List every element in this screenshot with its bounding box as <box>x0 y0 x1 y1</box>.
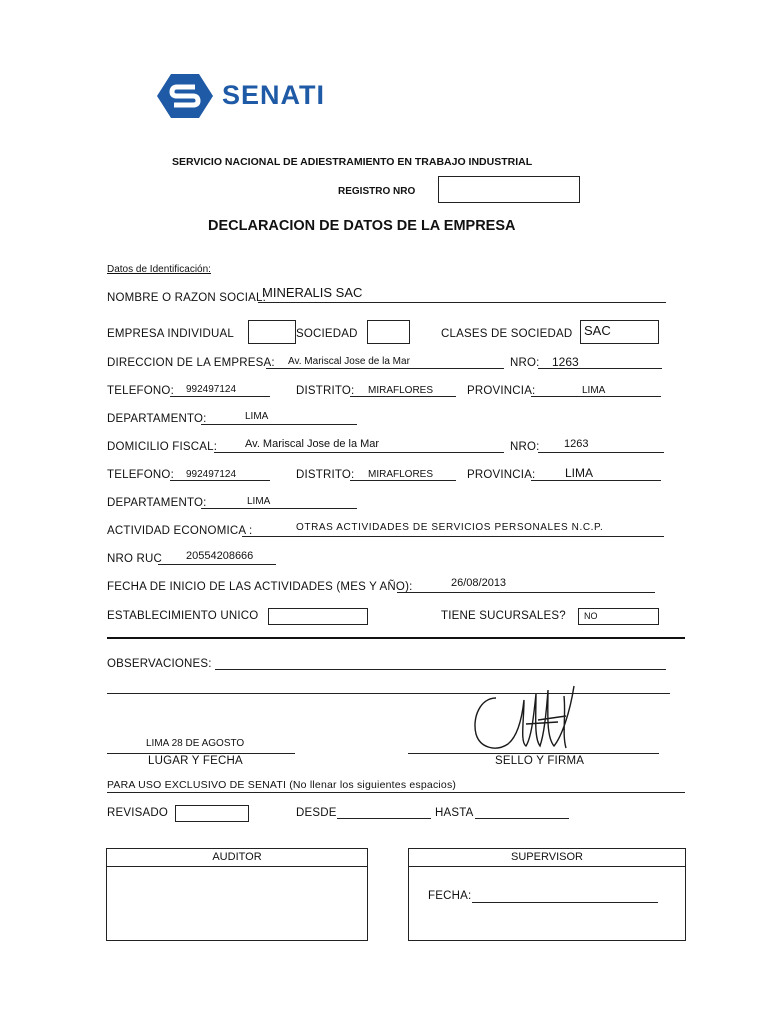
sucursales-box[interactable] <box>578 608 659 625</box>
razon-social-value[interactable]: MINERALIS SAC <box>262 285 363 300</box>
lugar-fecha-line <box>107 753 295 754</box>
sucursales-value: NO <box>584 611 598 621</box>
uso-exclusivo-label: PARA USO EXCLUSIVO DE SENATI (No llenar los siguientes espacios) <box>107 779 457 791</box>
signature-icon <box>466 676 582 758</box>
fiscal-departamento-label: DEPARTAMENTO: <box>107 497 207 509</box>
actividad-line <box>242 536 664 537</box>
senati-logo-icon <box>157 74 213 118</box>
auditor-box[interactable] <box>106 848 368 941</box>
auditor-label: AUDITOR <box>212 851 262 863</box>
senati-logo <box>157 74 213 123</box>
clase-sociedad-value: SAC <box>584 323 611 338</box>
institution-name: SERVICIO NACIONAL DE ADIESTRAMIENTO EN TRABAJO INDUSTRIAL <box>172 156 533 168</box>
fiscal-direccion-value[interactable]: Av. Mariscal Jose de la Mar <box>245 438 380 450</box>
supervisor-fecha-line <box>472 902 658 903</box>
sociedad-box[interactable] <box>367 320 410 344</box>
lugar-fecha-label: LUGAR Y FECHA <box>148 755 243 767</box>
supervisor-label: SUPERVISOR <box>511 851 583 863</box>
distrito-label: DISTRITO: <box>296 385 355 397</box>
sello-firma-label: SELLO Y FIRMA <box>495 755 585 767</box>
fiscal-distrito-line <box>350 480 456 481</box>
clase-sociedad-box[interactable] <box>580 320 659 344</box>
domicilio-fiscal-label: DOMICILIO FISCAL: <box>107 441 218 453</box>
ruc-label: NRO RUC <box>107 553 163 565</box>
supervisor-header <box>409 849 685 867</box>
desde-label: DESDE <box>296 807 337 819</box>
fiscal-telefono-line <box>170 480 270 481</box>
direccion-label: DIRECCION DE LA EMPRESA: <box>107 357 275 369</box>
provincia-value[interactable]: LIMA <box>582 385 606 396</box>
page-title: DECLARACION DE DATOS DE LA EMPRESA <box>208 218 516 234</box>
fiscal-provincia-line <box>531 480 661 481</box>
revisado-label: REVISADO <box>107 807 169 819</box>
fecha-inicio-value[interactable]: 26/08/2013 <box>451 577 507 589</box>
hasta-line <box>475 818 569 819</box>
auditor-header <box>107 849 367 867</box>
telefono-line <box>170 396 270 397</box>
ruc-line <box>158 564 276 565</box>
actividad-label: ACTIVIDAD ECONOMICA : <box>107 525 253 537</box>
sello-firma-line <box>408 753 659 754</box>
fiscal-telefono-value[interactable]: 992497124 <box>186 469 237 480</box>
fiscal-provincia-label: PROVINCIA: <box>467 469 536 481</box>
ruc-value[interactable]: 20554208666 <box>186 550 254 562</box>
section-divider <box>107 637 685 639</box>
provincia-label: PROVINCIA: <box>467 385 536 397</box>
razon-social-line <box>258 302 666 303</box>
fiscal-nro-label: NRO: <box>510 441 540 453</box>
fiscal-departamento-value[interactable]: LIMA <box>247 496 271 507</box>
establecimiento-box[interactable] <box>268 608 368 625</box>
supervisor-box[interactable] <box>408 848 686 941</box>
telefono-value[interactable]: 992497124 <box>186 384 237 395</box>
nro-value[interactable]: 1263 <box>552 355 579 369</box>
logo-text: SENATI <box>222 80 326 110</box>
empresa-individual-label: EMPRESA INDIVIDUAL <box>107 328 234 340</box>
provincia-line <box>531 396 661 397</box>
fiscal-telefono-label: TELEFONO: <box>107 469 174 481</box>
fecha-inicio-label: FECHA DE INICIO DE LAS ACTIVIDADES (MES Y AÑO): <box>107 581 413 593</box>
departamento-value[interactable]: LIMA <box>245 411 269 422</box>
registro-field[interactable] <box>438 176 580 203</box>
sociedad-label: SOCIEDAD <box>296 328 358 340</box>
lugar-fecha-value[interactable]: LIMA 28 DE AGOSTO <box>146 738 245 749</box>
actividad-value[interactable]: OTRAS ACTIVIDADES DE SERVICIOS PERSONALES N.C.P. <box>296 522 604 533</box>
razon-social-label: NOMBRE O RAZON SOCIAL: <box>107 292 267 304</box>
fecha-inicio-line <box>397 592 655 593</box>
departamento-line <box>201 424 357 425</box>
desde-line <box>337 818 431 819</box>
clases-sociedad-label: CLASES DE SOCIEDAD <box>441 328 573 340</box>
fiscal-departamento-line <box>201 508 357 509</box>
observaciones-line-1 <box>215 669 666 670</box>
departamento-label: DEPARTAMENTO: <box>107 413 207 425</box>
fiscal-distrito-value[interactable]: MIRAFLORES <box>368 469 434 480</box>
fiscal-nro-value[interactable]: 1263 <box>564 438 589 450</box>
observaciones-line-2 <box>107 693 670 694</box>
hasta-label: HASTA <box>435 807 474 819</box>
uso-exclusivo-line <box>107 792 685 793</box>
fiscal-provincia-value[interactable]: LIMA <box>565 466 594 480</box>
distrito-line <box>350 396 456 397</box>
revisado-box[interactable] <box>175 805 249 822</box>
telefono-label: TELEFONO: <box>107 385 174 397</box>
observaciones-label: OBSERVACIONES: <box>107 658 212 670</box>
supervisor-fecha-label: FECHA: <box>428 890 472 902</box>
fiscal-distrito-label: DISTRITO: <box>296 469 355 481</box>
domicilio-fiscal-line <box>214 452 504 453</box>
distrito-value[interactable]: MIRAFLORES <box>368 385 434 396</box>
establecimiento-label: ESTABLECIMIENTO UNICO <box>107 610 259 622</box>
direccion-line <box>266 368 504 369</box>
registro-label: REGISTRO NRO <box>338 186 416 197</box>
section-heading: Datos de Identificación: <box>107 264 211 275</box>
nro-label: NRO: <box>510 357 540 369</box>
direccion-value[interactable]: Av. Mariscal Jose de la Mar <box>288 356 410 367</box>
fiscal-nro-line <box>538 452 664 453</box>
empresa-individual-box[interactable] <box>248 320 296 344</box>
sucursales-label: TIENE SUCURSALES? <box>441 610 566 622</box>
